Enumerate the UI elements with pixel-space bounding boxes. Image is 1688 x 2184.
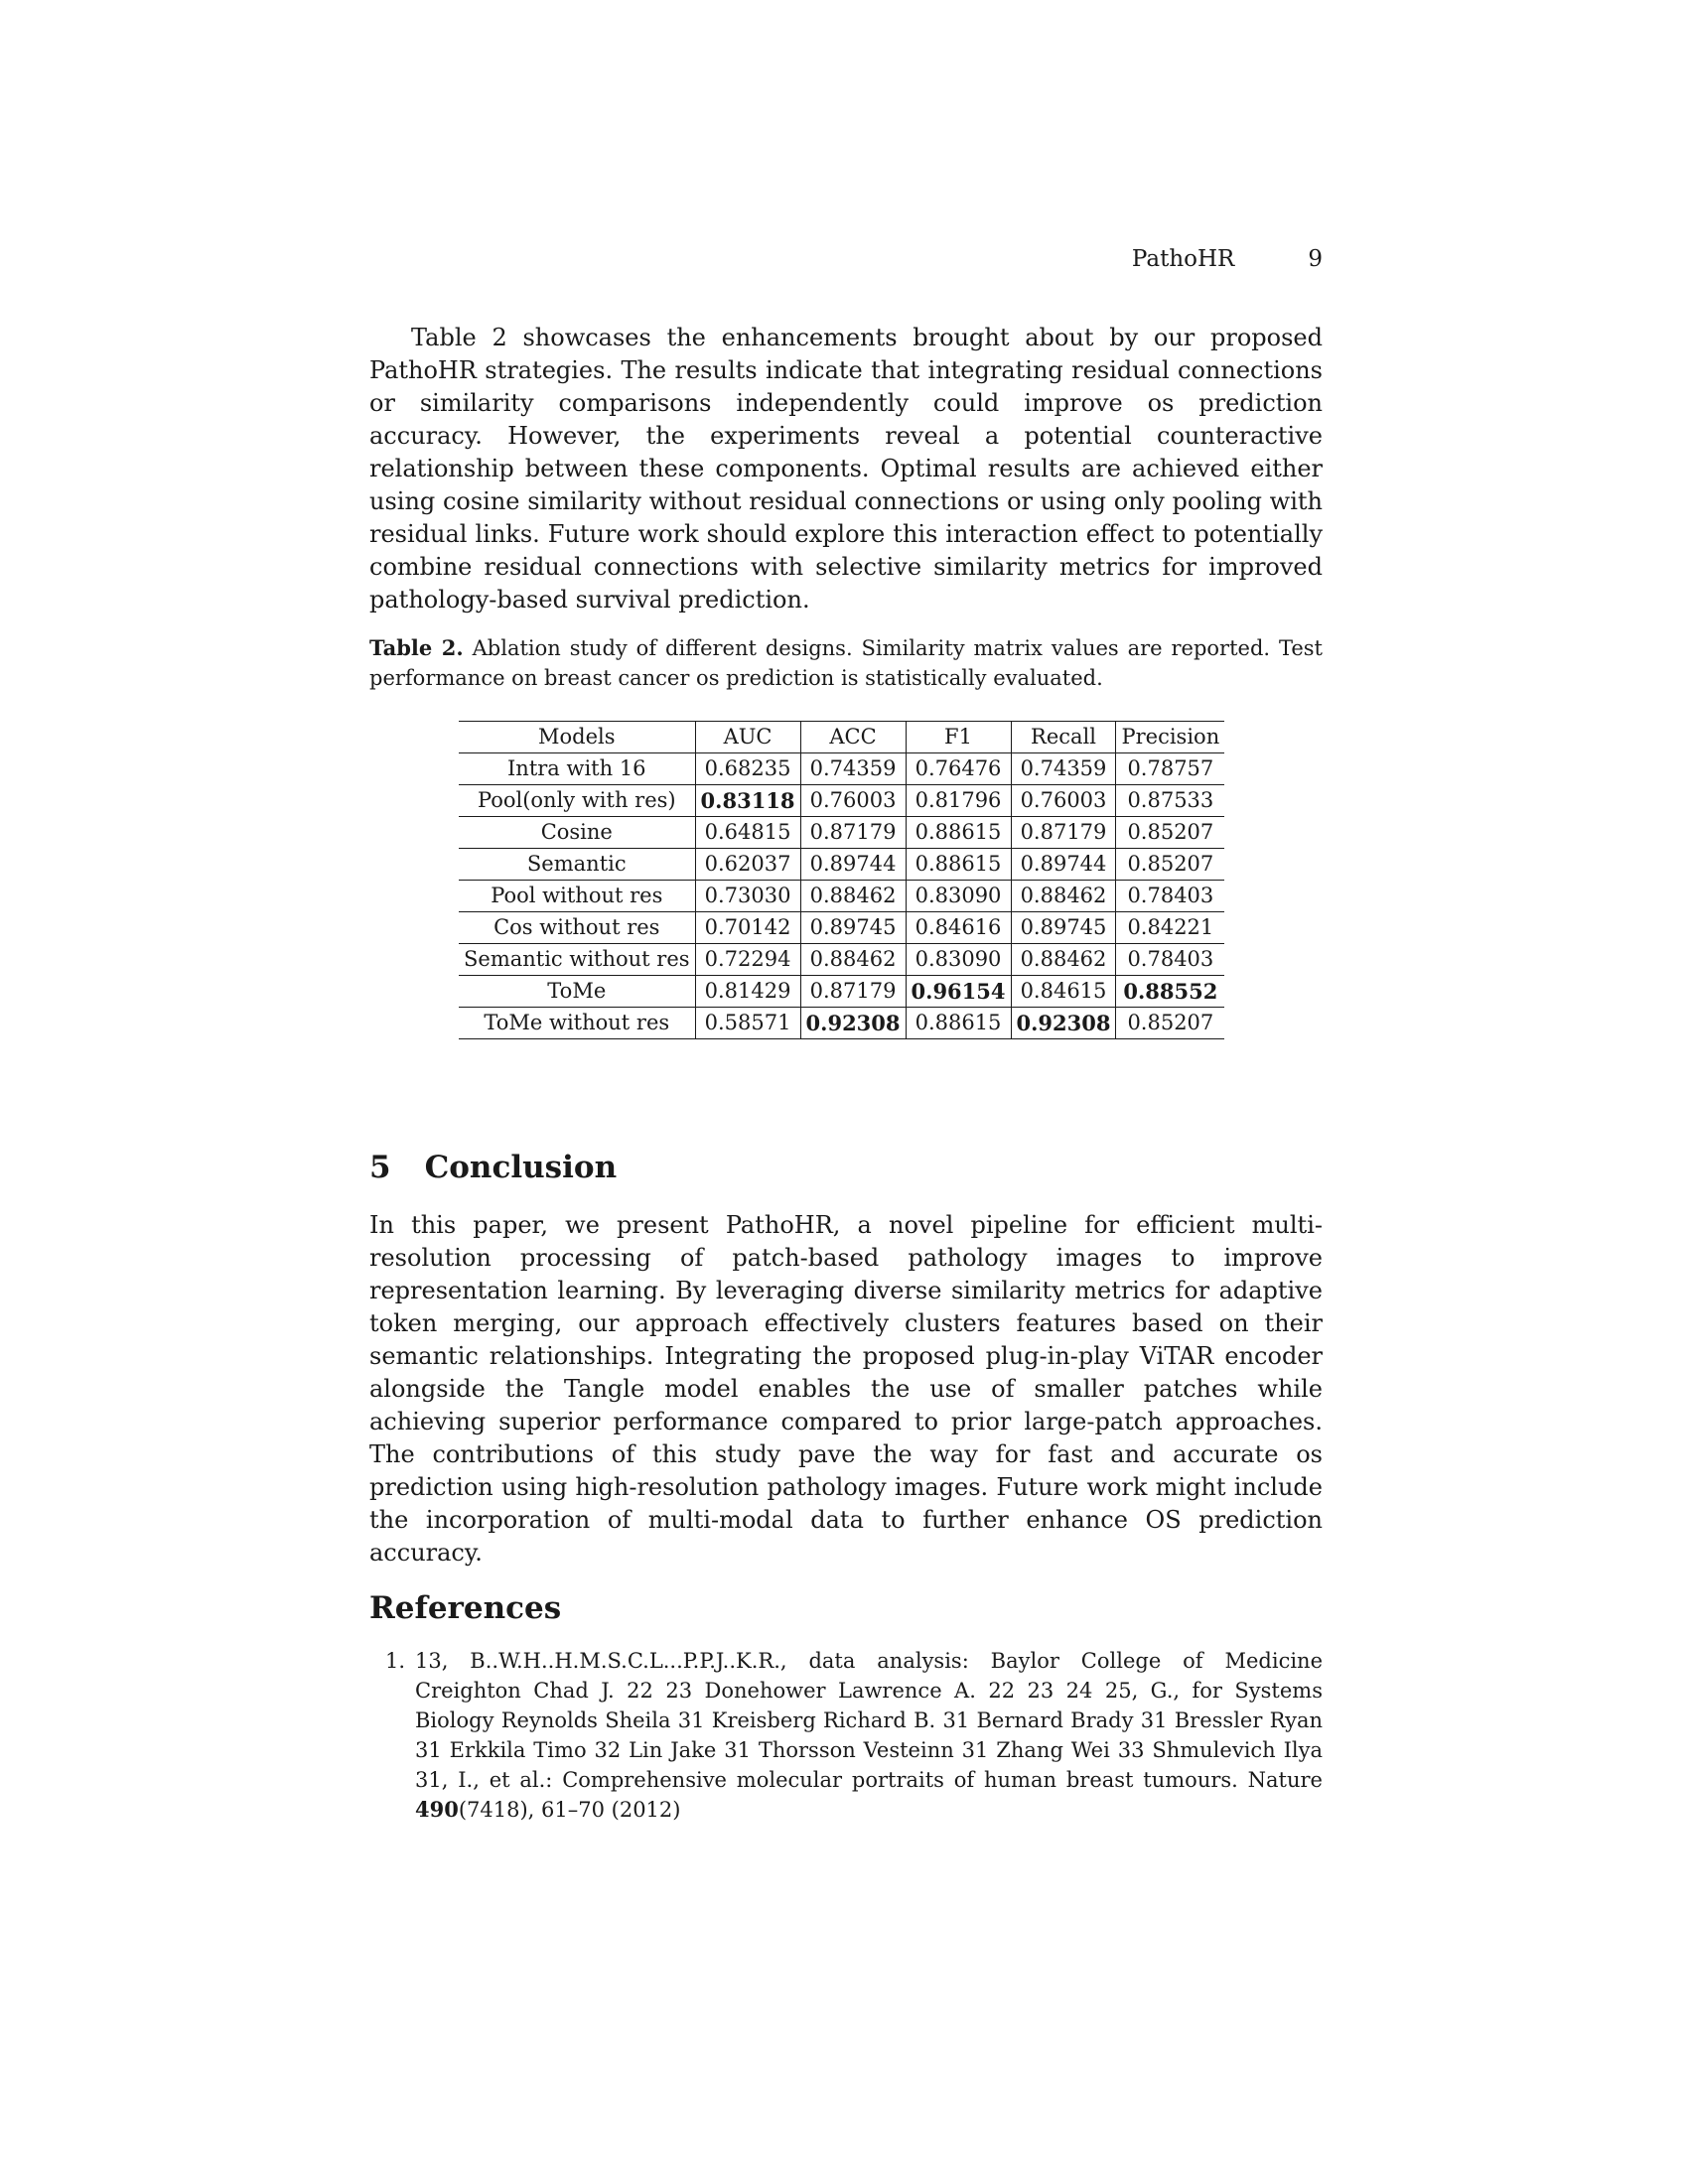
table-header-cell: AUC (695, 722, 800, 753)
reference-number: 1. (384, 1649, 405, 1673)
table-value-cell: 0.88462 (1011, 944, 1116, 976)
table-header-cell: Recall (1011, 722, 1116, 753)
reference-text: 13, B..W.H..H.M.S.C.L...P.P.J..K.R., data analysis: Baylor College of Medicine Creighton Chad J. 22 23 Donehower Lawrence A. 22 23 24 25, G., for Systems Biology Reynolds Sheila 31 Kreisberg Richard B. 31 Bernard Brady 31 Bressler Ryan 31 Erkkila Timo 32 Lin Jake 31 Thorsson Vesteinn 31 Zhang Wei 33 Shmulevich Ilya 31, I., et al.: Comprehensive molecular portraits of human breast tumours. Nature 490(7418), 61–70 (2012) (415, 1649, 1323, 1822)
table-value-cell: 0.89745 (800, 912, 906, 944)
table-value-cell: 0.64815 (695, 817, 800, 849)
table-model-cell: Pool(only with res) (477, 788, 676, 812)
table-value-cell: 0.81796 (906, 785, 1011, 817)
table-value-cell: 0.96154 (906, 976, 1011, 1008)
section-title: Conclusion (424, 1150, 618, 1185)
table-row (459, 753, 1224, 785)
table-value-cell: 0.78403 (1116, 944, 1224, 976)
table-value-cell: 0.84616 (906, 912, 1011, 944)
table-caption-text: Ablation study of different designs. Similarity matrix values are reported. Test performance on breast cancer os prediction is statistically evaluated. (369, 636, 1323, 690)
table-value-cell: 0.88462 (800, 881, 906, 912)
table-value-cell: 0.88615 (906, 849, 1011, 881)
table-header-cell: Precision (1116, 722, 1224, 753)
ablation-table-wrapper (459, 721, 1224, 1039)
table-value-cell: 0.84221 (1116, 912, 1224, 944)
table-model-cell: Pool without res (491, 884, 663, 907)
conclusion-paragraph: In this paper, we present PathoHR, a novel pipeline for efficient multi-resolution processing of patch-based pathology images to improve representation learning. By leveraging diverse similarity metrics for adaptive token merging, our approach effectively clusters features based on their semantic relationships. Integrating the proposed plug-in-play ViTAR encoder alongside the Tangle model enables the use of smaller patches while achieving superior performance compared to prior large-patch approaches. The contributions of this study pave the way for fast and accurate os prediction using high-resolution pathology images. Future work might include the incorporation of multi-modal data to further enhance OS prediction accuracy. (369, 1211, 1323, 1567)
table-value-cell: 0.89744 (1011, 849, 1116, 881)
table-body (459, 753, 1224, 1039)
table-value-cell: 0.87533 (1116, 785, 1224, 817)
table-model-cell: Semantic without res (464, 947, 690, 971)
table-row (459, 912, 1224, 944)
table-value-cell: 0.88462 (800, 944, 906, 976)
table-model-cell: Intra with 16 (507, 756, 646, 780)
running-head (1132, 246, 1323, 272)
section-number: 5 (369, 1150, 391, 1185)
table-value-cell: 0.85207 (1116, 1008, 1224, 1039)
table-value-cell: 0.89745 (1011, 912, 1116, 944)
table-value-cell: 0.89744 (800, 849, 906, 881)
reference-list (369, 1646, 1323, 1825)
table-value-cell: 0.84615 (1011, 976, 1116, 1008)
table-value-cell: 0.76003 (1011, 785, 1116, 817)
table-value-cell: 0.92308 (1011, 1008, 1116, 1039)
running-title: PathoHR (1131, 246, 1235, 272)
table-value-cell: 0.58571 (695, 1008, 800, 1039)
ablation-table (459, 721, 1224, 1039)
table-row (459, 785, 1224, 817)
table-row (459, 976, 1224, 1008)
table-row (459, 944, 1224, 976)
table-value-cell: 0.70142 (695, 912, 800, 944)
table-value-cell: 0.83118 (695, 785, 800, 817)
table-value-cell: 0.87179 (1011, 817, 1116, 849)
table-value-cell: 0.68235 (695, 753, 800, 785)
table-model-cell: Cosine (540, 820, 613, 844)
table-model-cell: ToMe without res (484, 1011, 670, 1034)
table-value-cell: 0.76476 (906, 753, 1011, 785)
table-value-cell: 0.87179 (800, 976, 906, 1008)
table-header-cell: Models (538, 725, 616, 749)
table-value-cell: 0.85207 (1116, 849, 1224, 881)
table-value-cell: 0.78403 (1116, 881, 1224, 912)
table-value-cell: 0.72294 (695, 944, 800, 976)
table-value-cell: 0.88462 (1011, 881, 1116, 912)
table-model-cell: ToMe (547, 979, 607, 1003)
table-row (459, 817, 1224, 849)
table-value-cell: 0.83090 (906, 944, 1011, 976)
table-value-cell: 0.74359 (1011, 753, 1116, 785)
table-value-cell: 0.85207 (1116, 817, 1224, 849)
table-model-cell: Cos without res (493, 915, 660, 939)
table-value-cell: 0.92308 (800, 1008, 906, 1039)
table-row (459, 1008, 1224, 1039)
page-number: 9 (1308, 246, 1323, 272)
table-value-cell: 0.88615 (906, 1008, 1011, 1039)
table-value-cell: 0.76003 (800, 785, 906, 817)
table-value-cell: 0.74359 (800, 753, 906, 785)
table-value-cell: 0.88615 (906, 817, 1011, 849)
table-header-cell: F1 (906, 722, 1011, 753)
table-model-cell: Semantic (526, 852, 627, 876)
section-heading-conclusion (369, 1150, 617, 1185)
table-value-cell: 0.73030 (695, 881, 800, 912)
reference-volume: 490 (415, 1797, 459, 1822)
table-value-cell: 0.81429 (695, 976, 800, 1008)
table-value-cell: 0.88552 (1116, 976, 1224, 1008)
table-caption (369, 633, 1323, 693)
table-row (459, 849, 1224, 881)
table-value-cell: 0.83090 (906, 881, 1011, 912)
references-heading: References (369, 1590, 562, 1626)
table-row (459, 881, 1224, 912)
intro-paragraph: Table 2 showcases the enhancements brought about by our proposed PathoHR strategies. The results indicate that integrating residual connections or similarity comparisons independently could improve os prediction accuracy. However, the experiments reveal a potential counteractive relationship between these components. Optimal results are achieved either using cosine similarity without residual connections or using only pooling with residual links. Future work should explore this interaction effect to potentially combine residual connections with selective similarity metrics for improved pathology-based survival prediction. (369, 324, 1323, 614)
table-header-row (459, 722, 1224, 753)
table-value-cell: 0.87179 (800, 817, 906, 849)
table-header-cell: ACC (800, 722, 906, 753)
table-caption-label: Table 2. (369, 635, 464, 660)
table-value-cell: 0.78757 (1116, 753, 1224, 785)
table-value-cell: 0.62037 (695, 849, 800, 881)
reference-item (369, 1646, 1323, 1825)
